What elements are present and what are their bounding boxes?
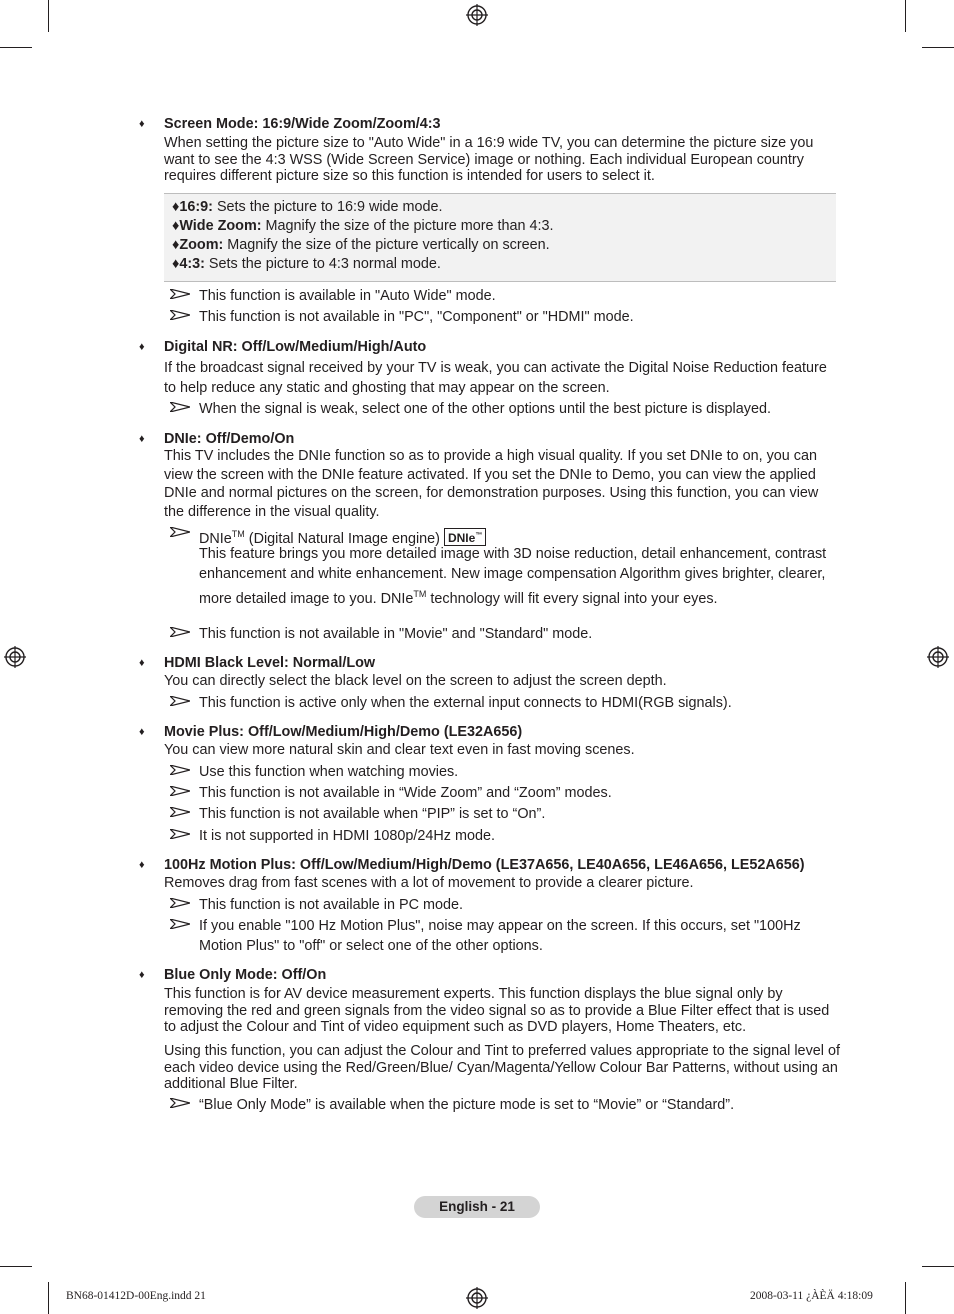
registration-mark-icon (4, 646, 26, 668)
section-title-motion-plus: 100Hz Motion Plus: Off/Low/Medium/High/Demo (LE37A656, LE40A656, LE46A656, LE52A656) (164, 857, 805, 873)
option-label: Wide Zoom: (179, 218, 262, 234)
note-text: “Blue Only Mode” is available when the picture mode is set to “Movie” or “Standard”. (199, 1097, 735, 1113)
print-slug-right: 2008-03-11 ¿ÀÈÄ 4:18:09 (750, 1290, 873, 1302)
crop-mark (922, 47, 954, 48)
bullet-icon: ♦ (139, 726, 145, 738)
note-text: It is not supported in HDMI 1080p/24Hz mode. (199, 828, 495, 844)
note-arrow-icon (170, 1098, 190, 1108)
dnie-logo-text: DNIe (447, 530, 476, 545)
option-text: Magnify the size of the picture vertically on screen. (223, 237, 550, 253)
option-row: ♦Zoom: Magnify the size of the picture vertically on screen. (172, 237, 550, 253)
section-body: When setting the picture size to "Auto Wide" in a 16:9 wide TV, you can determine the picture size you want to see the 4:3 WSS (Wide Screen Service) image or nothing. Each individual European country requires different picture size so this function is intended for users to select it. (164, 135, 814, 185)
option-row: ♦4:3: Sets the picture to 4:3 normal mode. (172, 256, 441, 272)
note-detail-text: This feature brings you more detailed image with 3D noise reduction, detail enhancement, contrast enhancement and white enhancement. New image compensation Algorithm gives brighter, clearer, more detailed image to you. DNIe (199, 546, 827, 607)
registration-mark-icon (466, 1287, 488, 1309)
note-arrow-icon (170, 807, 190, 817)
section-title-blue-only: Blue Only Mode: Off/On (164, 967, 327, 983)
note-text: When the signal is weak, select one of the other options until the best picture is displayed. (199, 401, 771, 417)
crop-mark (0, 47, 32, 48)
note-text: If you enable "100 Hz Motion Plus", noise may appear on the screen. If this occurs, set "100Hz Motion Plus" to "off" or select one of the other options. (199, 918, 801, 954)
section-title-hdmi-black-level: HDMI Black Level: Normal/Low (164, 655, 376, 671)
note-arrow-icon (170, 627, 190, 637)
option-label: 4:3: (179, 256, 205, 272)
note-arrow-icon (170, 919, 190, 929)
crop-mark (922, 1266, 954, 1267)
section-body: Removes drag from fast scenes with a lot of movement to provide a clearer picture. (164, 875, 694, 891)
option-row: ♦Wide Zoom: Magnify the size of the picture more than 4:3. (172, 218, 554, 234)
note-text: This function is not available in "Movie" and "Standard" mode. (199, 626, 593, 642)
note-detail (199, 544, 839, 609)
option-text: Sets the picture to 16:9 wide mode. (212, 199, 443, 215)
bullet-icon: ♦ (139, 969, 145, 981)
note-detail-text-end: technology will fit every signal into your eyes. (426, 590, 718, 607)
bullet-icon: ♦ (139, 118, 145, 130)
note-arrow-icon (170, 786, 190, 796)
page-number-badge: English - 21 (414, 1196, 540, 1218)
note-arrow-icon (170, 402, 190, 412)
print-slug-left: BN68-01412D-00Eng.indd 21 (66, 1290, 206, 1302)
bullet-icon: ♦ (139, 341, 145, 353)
crop-mark (905, 0, 906, 32)
option-text: Sets the picture to 4:3 normal mode. (204, 256, 441, 272)
note-arrow-icon (170, 829, 190, 839)
section-body: Using this function, you can adjust the Colour and Tint to preferred values appropriate to the signal level of each video device using the Red/Green/Blue/ Cyan/Magenta/Yellow Colour Bar Patterns, without using an additional Blue Filter. (164, 1043, 840, 1093)
section-body: This TV includes the DNIe function so as to provide a high visual quality. If you set DNIe to on, you can view the screen with the DNIe feature activated. If you set the DNIe to Demo, you can view the applied DNIe and normal pictures on the screen, for demonstration purposes. Using this function, you can view the difference in the visual quality. (164, 448, 819, 520)
dnie-logo-tm: ™ (475, 531, 483, 539)
section-title-screen-mode: Screen Mode: 16:9/Wide Zoom/Zoom/4:3 (164, 116, 441, 132)
note-arrow-icon (170, 527, 190, 537)
note-text: This function is not available when “PIP” is set to “On”. (199, 806, 546, 822)
bullet-icon: ♦ (139, 859, 145, 871)
bullet-icon: ♦ (139, 433, 145, 445)
note-text: This function is available in "Auto Wide" mode. (199, 288, 496, 304)
dnie-name: DNIe (199, 530, 232, 547)
note-arrow-icon (170, 898, 190, 908)
section-body: This function is for AV device measurement experts. This function displays the blue signal only by removing the red and green signals from the video signal so as to provide a Blue Filter effect that is used to adjust the Colour and Tint of video equipment such as DVD players, Home Theaters, etc. (164, 986, 830, 1036)
note-text: This function is not available in PC mode. (199, 897, 463, 913)
dnie-expansion: (Digital Natural Image engine) (244, 530, 440, 547)
crop-mark (48, 1282, 49, 1314)
option-row: ♦16:9: Sets the picture to 16:9 wide mode. (172, 199, 443, 215)
note-text: Use this function when watching movies. (199, 764, 459, 780)
section-title-movie-plus: Movie Plus: Off/Low/Medium/High/Demo (LE32A656) (164, 724, 523, 740)
note-text: This function is not available in "PC", "Component" or "HDMI" mode. (199, 309, 634, 325)
note-text: This function is not available in “Wide Zoom” and “Zoom” modes. (199, 785, 612, 801)
registration-mark-icon (466, 4, 488, 26)
note-text: This function is active only when the external input connects to HDMI(RGB signals). (199, 695, 732, 711)
registration-mark-icon (927, 646, 949, 668)
option-text: Magnify the size of the picture more than 4:3. (261, 218, 554, 234)
crop-mark (0, 1266, 32, 1267)
bullet-icon: ♦ (139, 657, 145, 669)
trademark: TM (231, 529, 245, 539)
option-label: 16:9: (179, 199, 213, 215)
section-title-digital-nr: Digital NR: Off/Low/Medium/High/Auto (164, 339, 427, 355)
crop-mark (905, 1282, 906, 1314)
section-title-dnie: DNIe: Off/Demo/On (164, 431, 295, 447)
option-label: Zoom: (179, 237, 224, 253)
note-arrow-icon (170, 310, 190, 320)
section-body: You can directly select the black level on the screen to adjust the screen depth. (164, 673, 667, 689)
note-arrow-icon (170, 696, 190, 706)
crop-mark (48, 0, 49, 32)
note-arrow-icon (170, 765, 190, 775)
trademark: TM (413, 589, 427, 599)
note-arrow-icon (170, 289, 190, 299)
section-body: If the broadcast signal received by your TV is weak, you can activate the Digital Noise Reduction feature to help reduce any static and ghosting that may appear on the screen. (164, 360, 827, 396)
section-body: You can view more natural skin and clear text even in fast moving scenes. (164, 742, 635, 758)
